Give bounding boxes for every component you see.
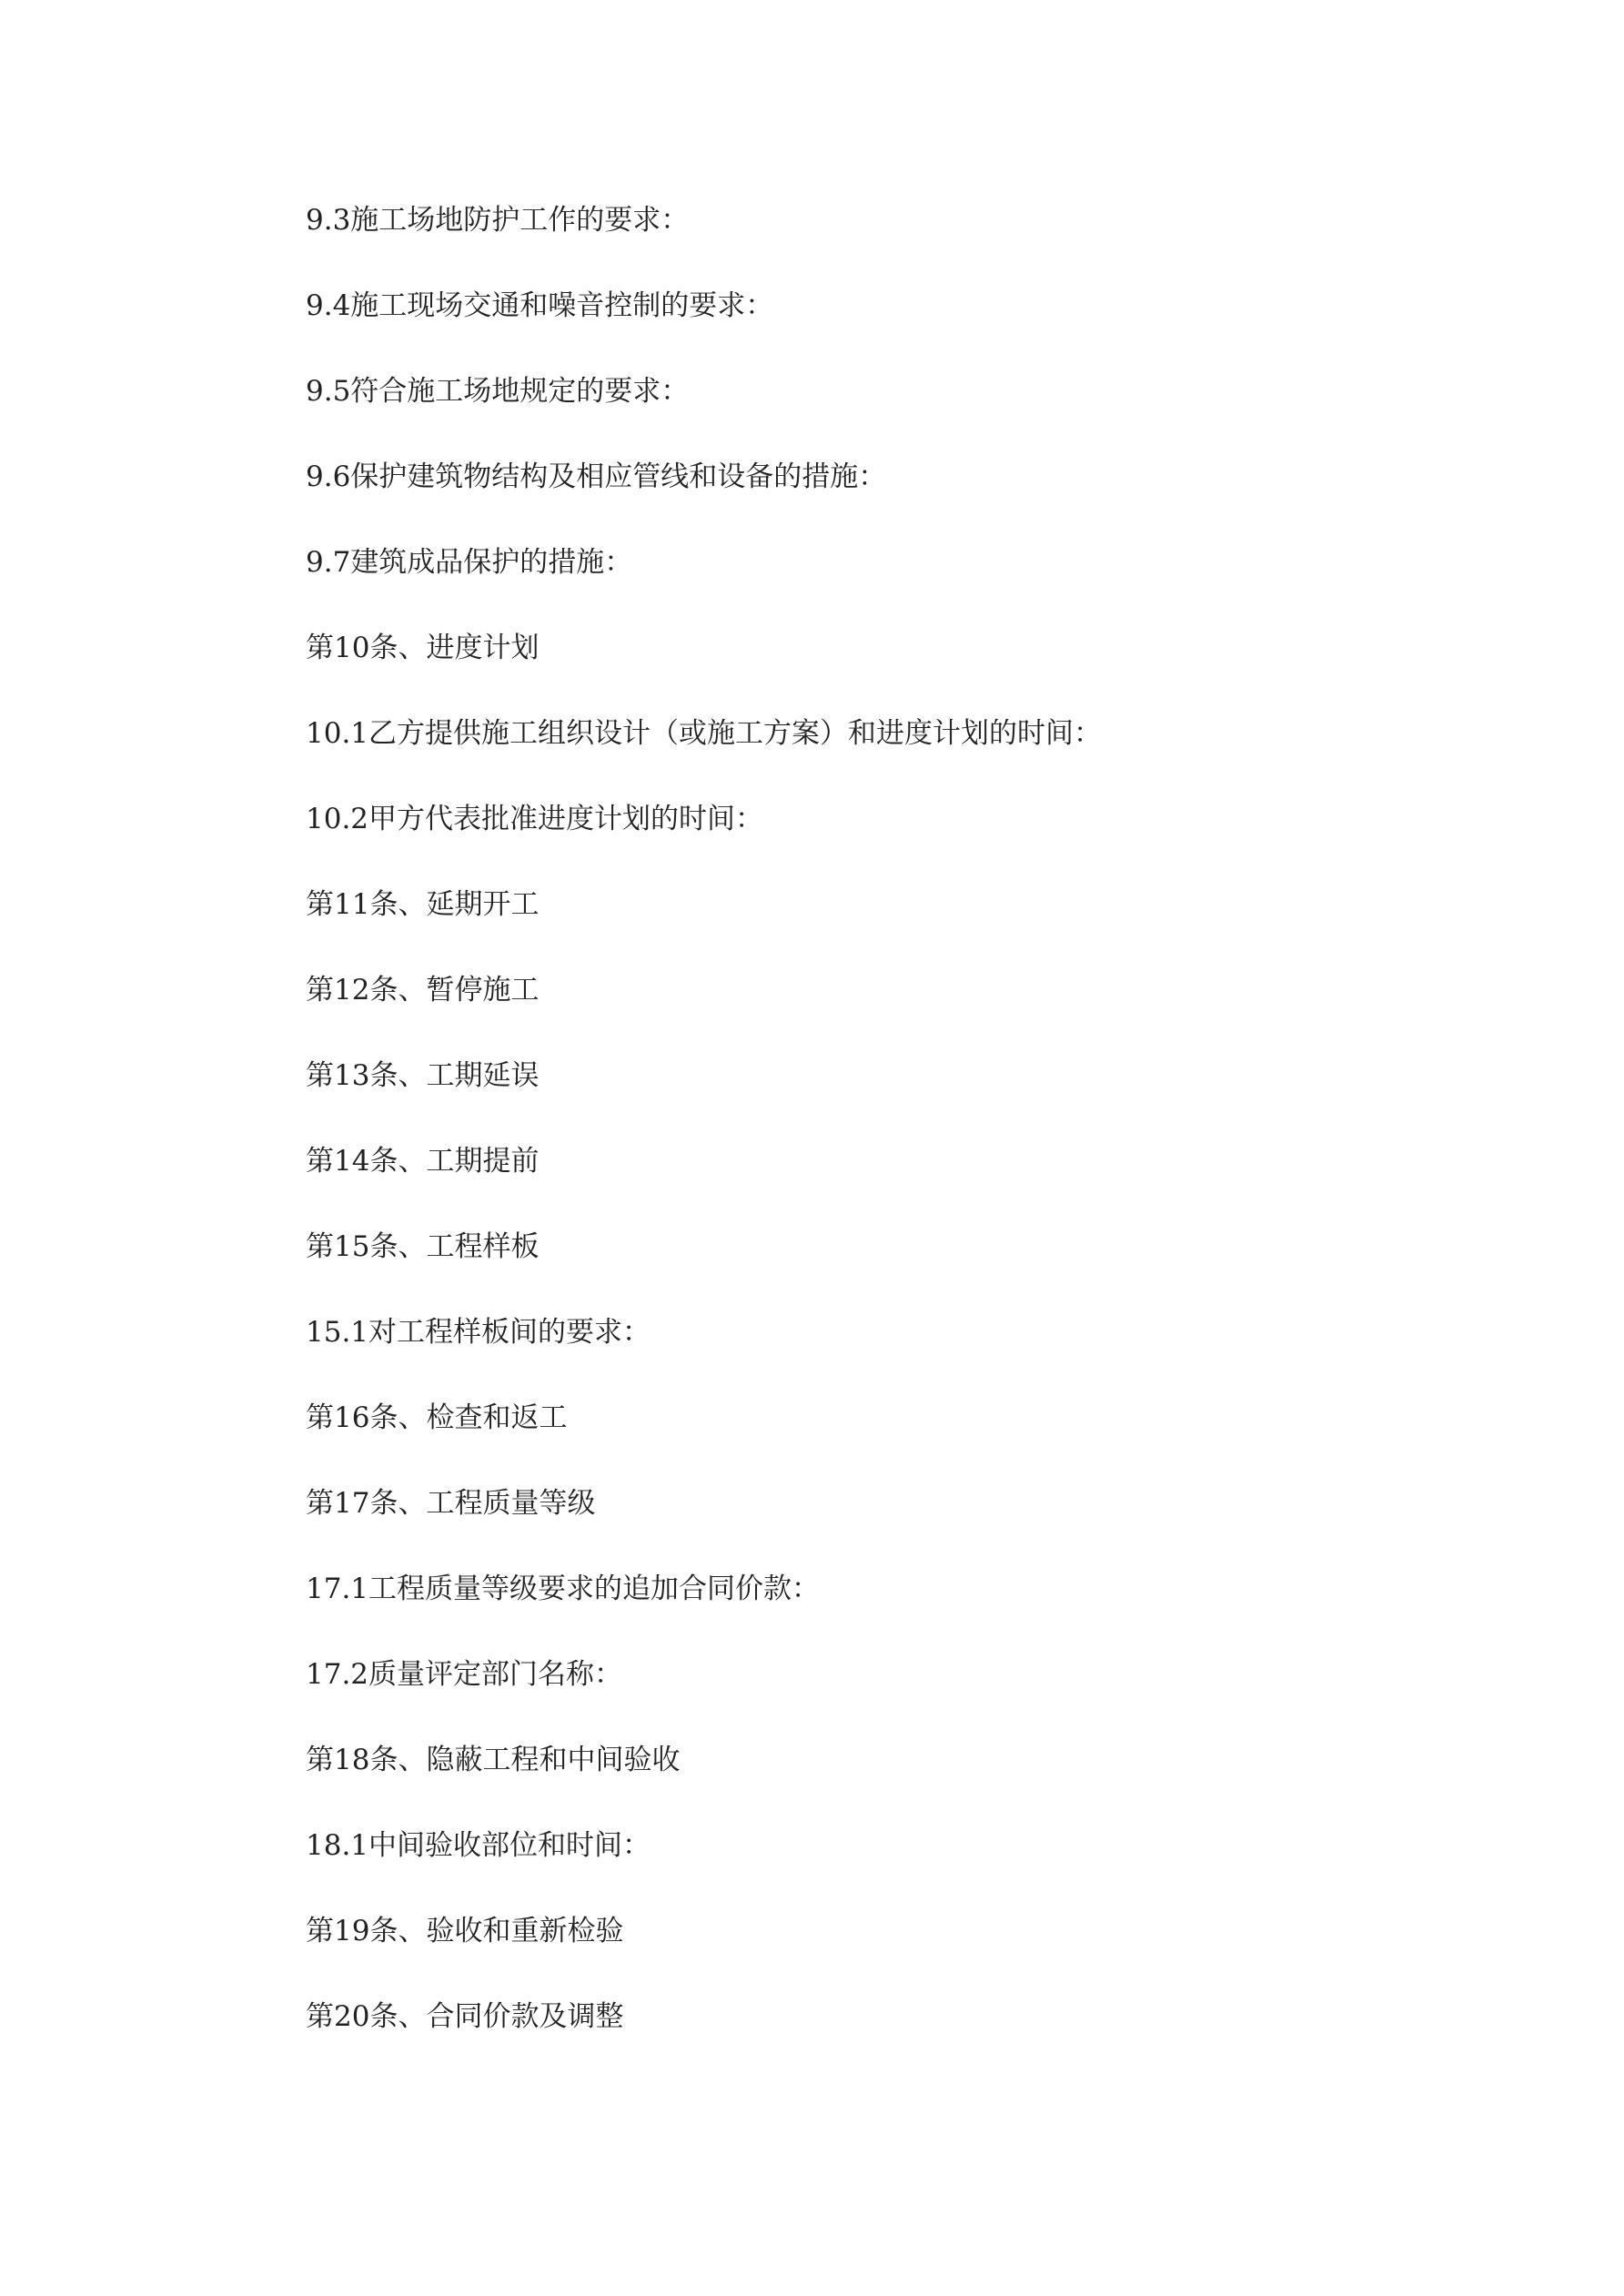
clause-17-2: 17.2质量评定部门名称：	[306, 1658, 623, 1691]
clause-9-3: 9.3施工场地防护工作的要求：	[306, 204, 690, 237]
article-14-heading: 第14条、工期提前	[306, 1145, 540, 1178]
document-body	[306, 198, 1488, 2080]
clause-9-7: 9.7建筑成品保护的措施：	[306, 546, 633, 579]
clause-15-1: 15.1对工程样板间的要求：	[306, 1316, 651, 1349]
clause-10-1: 10.1乙方提供施工组织设计（或施工方案）和进度计划的时间：	[306, 717, 1103, 750]
article-11-heading: 第11条、延期开工	[306, 888, 540, 921]
article-19-heading: 第19条、验收和重新检验	[306, 1915, 624, 1947]
article-10-heading: 第10条、进度计划	[306, 632, 540, 664]
clause-10-2: 10.2甲方代表批准进度计划的时间：	[306, 803, 764, 835]
article-16-heading: 第16条、检查和返工	[306, 1401, 568, 1434]
clause-9-5: 9.5符合施工场地规定的要求：	[306, 375, 690, 408]
clause-9-4: 9.4施工现场交通和噪音控制的要求：	[306, 289, 774, 322]
article-20-heading: 第20条、合同价款及调整	[306, 2000, 624, 2033]
clause-9-6: 9.6保护建筑物结构及相应管线和设备的措施：	[306, 460, 887, 493]
article-17-heading: 第17条、工程质量等级	[306, 1487, 596, 1520]
article-15-heading: 第15条、工程样板	[306, 1230, 540, 1263]
clause-18-1: 18.1中间验收部位和时间：	[306, 1829, 651, 1862]
clause-17-1: 17.1工程质量等级要求的追加合同价款：	[306, 1573, 821, 1605]
article-18-heading: 第18条、隐蔽工程和中间验收	[306, 1744, 681, 1776]
article-12-heading: 第12条、暂停施工	[306, 974, 540, 1006]
article-13-heading: 第13条、工期延误	[306, 1059, 540, 1092]
